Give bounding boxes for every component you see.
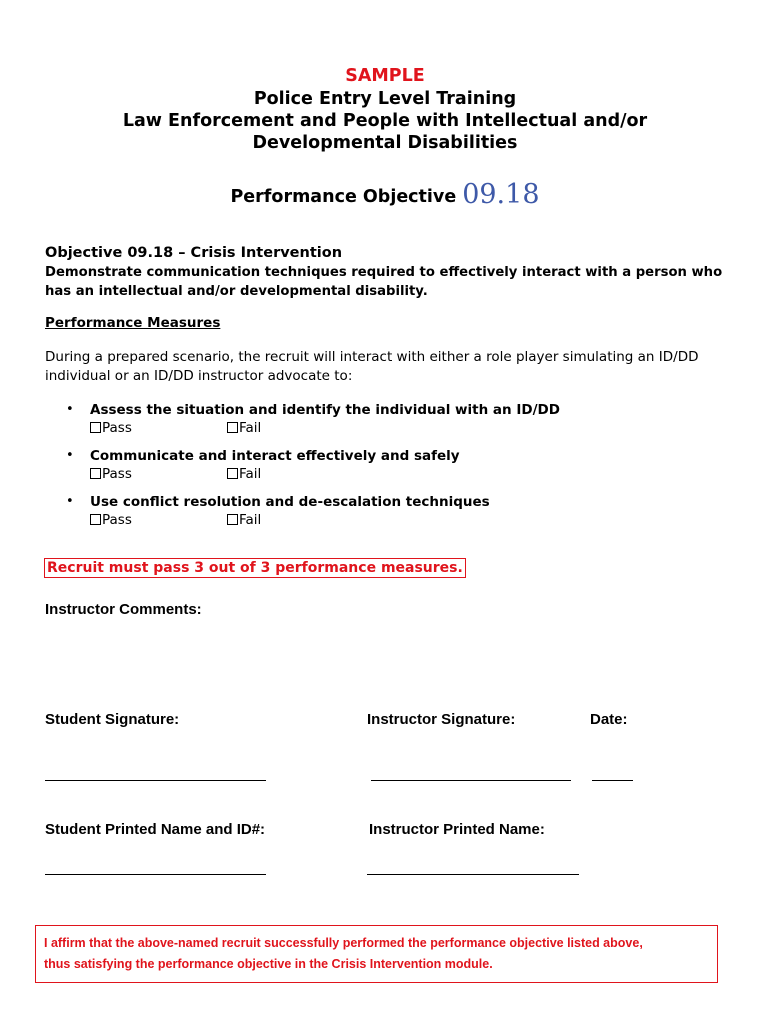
instructor-printed-name-line[interactable] bbox=[367, 874, 579, 875]
instructor-comments-label: Instructor Comments: bbox=[45, 601, 202, 618]
instructor-signature-label: Instructor Signature: bbox=[367, 711, 516, 728]
checkbox-icon[interactable] bbox=[227, 514, 238, 525]
performance-measures-intro: During a prepared scenario, the recruit will interact with either a role player simulating an ID/DD individual or an ID/DD instructor advocate to: bbox=[45, 349, 699, 384]
affirmation-box bbox=[35, 925, 718, 983]
document-title-line-2: Law Enforcement and People with Intellectual and/or bbox=[122, 111, 648, 131]
checkbox-icon[interactable] bbox=[227, 422, 238, 433]
bullet-icon: • bbox=[66, 494, 74, 509]
pass-option[interactable] bbox=[90, 511, 132, 529]
student-printed-name-line[interactable] bbox=[45, 874, 266, 875]
objective-description: Demonstrate communication techniques required to effectively interact with a person who has an intellectual and/or developmental disability. bbox=[45, 265, 723, 299]
performance-measures-heading: Performance Measures bbox=[45, 315, 221, 331]
checkbox-icon[interactable] bbox=[90, 468, 101, 479]
pass-label: Pass bbox=[102, 420, 132, 436]
fail-label: Fail bbox=[239, 512, 262, 528]
bullet-icon: • bbox=[66, 402, 74, 417]
checkbox-icon[interactable] bbox=[90, 422, 101, 433]
pass-label: Pass bbox=[102, 466, 132, 482]
fail-option[interactable] bbox=[227, 419, 261, 437]
affirmation-line-2: thus satisfying the performance objective in the Crisis Intervention module. bbox=[44, 957, 493, 971]
fail-label: Fail bbox=[239, 420, 262, 436]
checkbox-icon[interactable] bbox=[90, 514, 101, 525]
fail-option[interactable] bbox=[227, 465, 261, 483]
checkbox-icon[interactable] bbox=[227, 468, 238, 479]
performance-objective-heading bbox=[0, 178, 770, 214]
instructor-signature-line[interactable] bbox=[371, 780, 571, 781]
document-title-line-3: Developmental Disabilities bbox=[252, 133, 518, 153]
measure-label: Communicate and interact effectively and safely bbox=[90, 448, 460, 464]
student-signature-label: Student Signature: bbox=[45, 711, 180, 728]
sample-label: SAMPLE bbox=[345, 66, 425, 86]
document-title-line-1: Police Entry Level Training bbox=[253, 89, 517, 109]
measure-label: Assess the situation and identify the individual with an ID/DD bbox=[90, 402, 560, 418]
pass-option[interactable] bbox=[90, 419, 132, 437]
instructor-printed-name-label: Instructor Printed Name: bbox=[369, 821, 545, 838]
pass-label: Pass bbox=[102, 512, 132, 528]
fail-option[interactable] bbox=[227, 511, 261, 529]
measure-label: Use conflict resolution and de-escalation techniques bbox=[90, 494, 490, 510]
student-signature-line[interactable] bbox=[45, 780, 266, 781]
pass-option[interactable] bbox=[90, 465, 132, 483]
date-label: Date: bbox=[590, 711, 628, 728]
pass-requirement-notice: Recruit must pass 3 out of 3 performance measures. bbox=[44, 558, 466, 578]
fail-label: Fail bbox=[239, 466, 262, 482]
performance-objective-label: Performance Objective bbox=[230, 187, 457, 207]
affirmation-line-1: I affirm that the above-named recruit successfully performed the performance objective listed above, bbox=[44, 936, 643, 950]
date-line[interactable] bbox=[592, 780, 633, 781]
bullet-icon: • bbox=[66, 448, 74, 463]
performance-objective-number: 09.18 bbox=[462, 179, 540, 210]
objective-title: Objective 09.18 – Crisis Intervention bbox=[45, 245, 343, 261]
student-printed-name-label: Student Printed Name and ID#: bbox=[45, 821, 266, 838]
